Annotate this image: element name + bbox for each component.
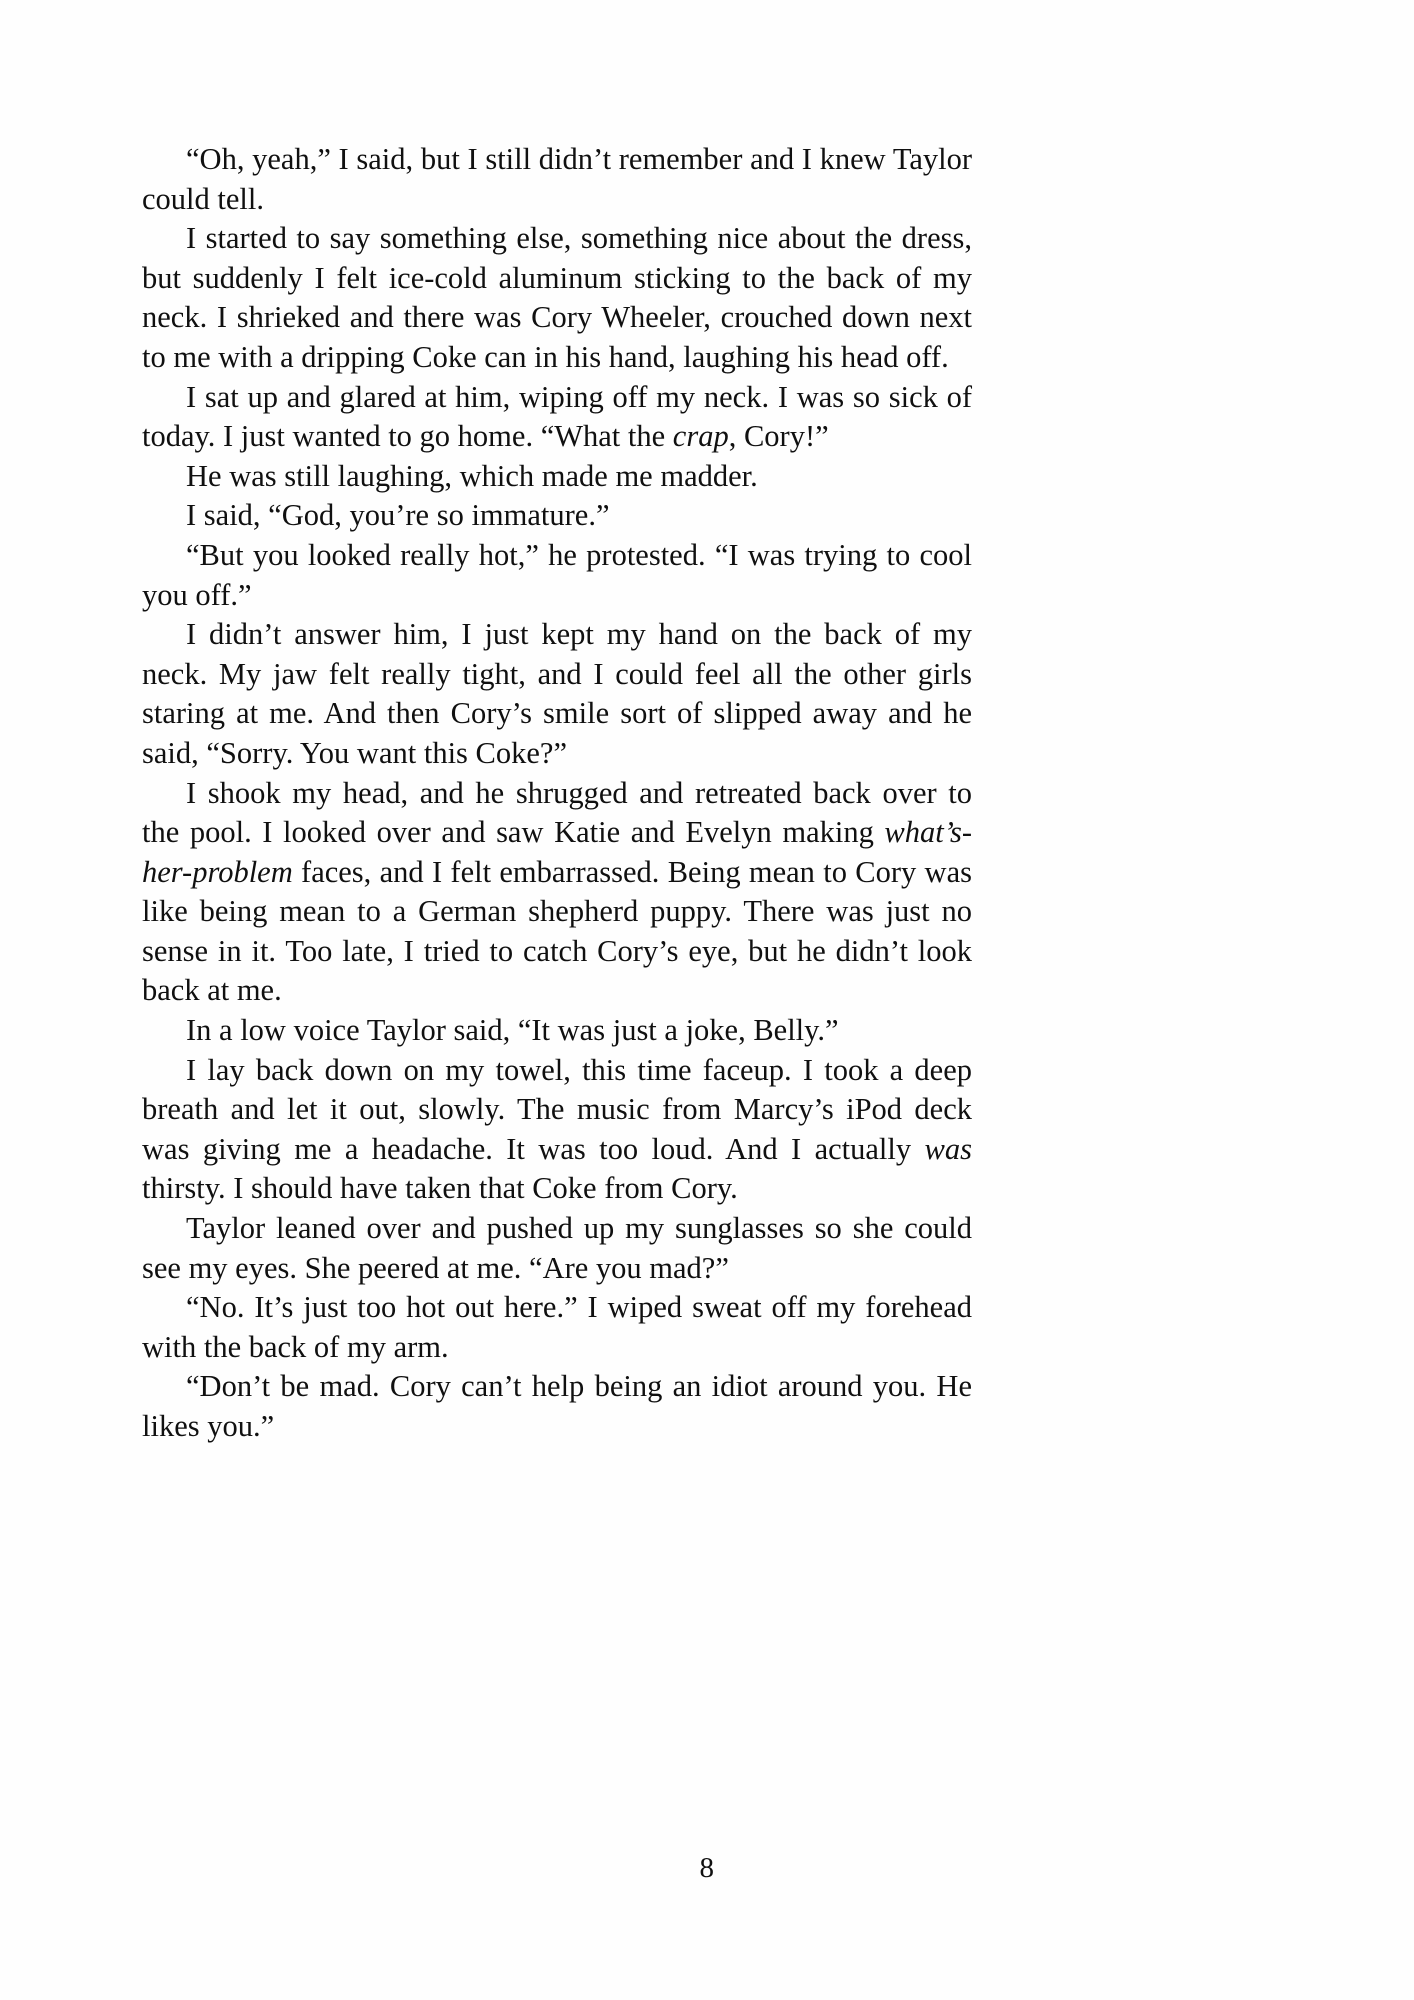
paragraph-4: He was still laughing, which made me madder.: [186, 458, 758, 493]
paragraph-11: Taylor leaned over and pushed up my sunglasses so she could see my eyes. She peered at me. “Are you mad?”: [142, 1211, 972, 1285]
paragraph-1: “Oh, yeah,” I said, but I still didn’t remember and I knew Taylor could tell.: [142, 142, 972, 216]
paragraph-12: “No. It’s just too hot out here.” I wiped sweat off my forehead with the back of my arm.: [142, 1290, 972, 1364]
page-body-text: [142, 140, 972, 1447]
paragraph-5: I said, “God, you’re so immature.”: [186, 498, 610, 533]
paragraph-3: [142, 378, 972, 457]
paragraph-9: In a low voice Taylor said, “It was just a joke, Belly.”: [186, 1013, 839, 1048]
paragraph-7: I didn’t answer him, I just kept my hand on the back of my neck. My jaw felt really tight, and I could feel all the other girls staring at me. And then Cory’s smile sort of slipped away and he said, “Sorry. You want this Coke?”: [142, 617, 972, 770]
emphasis-whats-her-problem: what’s-her-problem: [142, 815, 972, 889]
paragraph-13: “Don’t be mad. Cory can’t help being an idiot around you. He likes you.”: [142, 1369, 972, 1443]
page-number: 8: [699, 1852, 715, 1884]
paragraph-8-text-before: I shook my head, and he shrugged and retreated back over to the pool. I looked over and saw Katie and Evelyn making: [142, 775, 972, 850]
paragraph-10-text-after: thirsty. I should have taken that Coke from Cory.: [142, 1171, 738, 1206]
paragraph-3-text-before: I sat up and glared at him, wiping off my neck. I was so sick of today. I just wanted to go home. “What the: [142, 379, 972, 454]
paragraph-10-text-before: I lay back down on my towel, this time faceup. I took a deep breath and let it out, slowly. The music from Marcy’s iPod deck was giving me a headache. It was too loud. And I actually: [142, 1052, 972, 1166]
emphasis-was: was: [924, 1131, 972, 1166]
paragraph-6: “But you looked really hot,” he protested. “I was trying to cool you off.”: [142, 537, 972, 612]
paragraph-8: [142, 774, 972, 1012]
paragraph-10: [142, 1051, 972, 1209]
paragraph-8-text-after: faces, and I felt embarrassed. Being mean to Cory was like being mean to a German shepherd puppy. There was just no sense in it. Too late, I tried to catch Cory’s eye, but he didn’t look back at me.: [142, 854, 972, 1008]
paragraph-3-text-after: , Cory!”: [728, 419, 829, 454]
emphasis-crap: crap: [672, 419, 729, 454]
paragraph-2: I started to say something else, something nice about the dress, but suddenly I felt ice-cold aluminum sticking to the back of my neck. I shrieked and there was Cory Wheeler, crouched down next to me with a dripping Coke can in his hand, laughing his head off.: [142, 221, 972, 374]
